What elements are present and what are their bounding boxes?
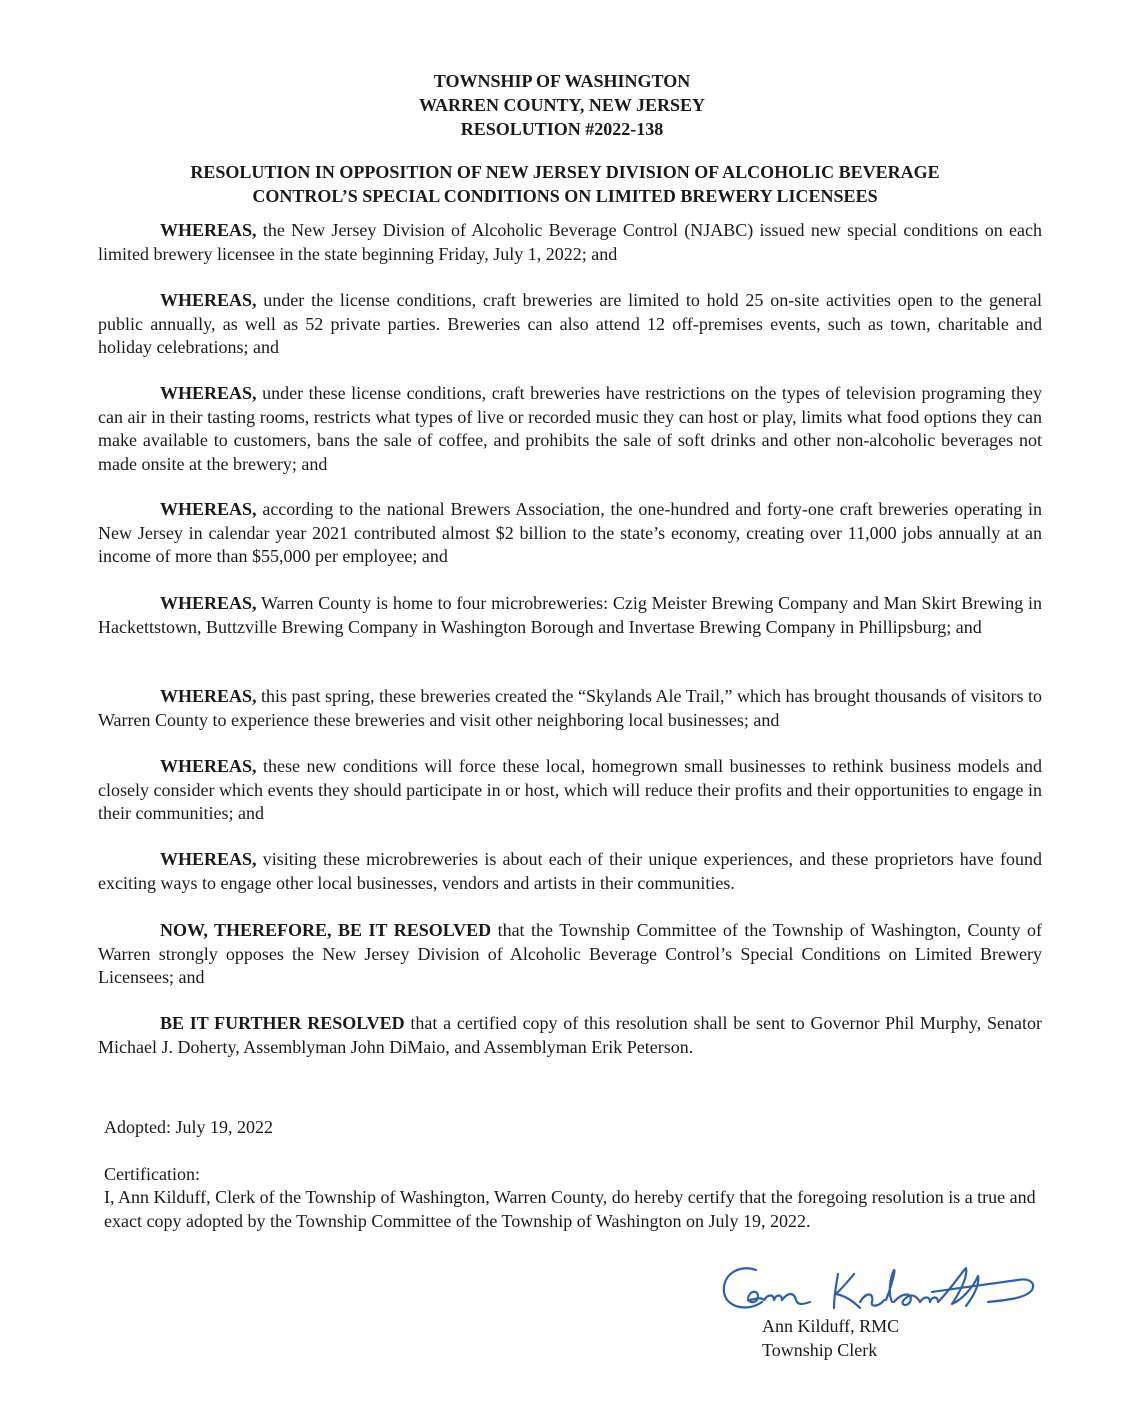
paragraph-text: these new conditions will force these local, homegrown small businesses to rethink business models and closely consider which events they should participate in or host, which will reduce their profits and their opportunities to engage in their communities; and <box>98 756 1042 823</box>
signatory-block <box>762 1314 899 1362</box>
resolution-number: RESOLUTION #2022-138 <box>460 119 664 139</box>
township-name: TOWNSHIP OF WASHINGTON <box>433 71 691 91</box>
paragraph-text: under these license conditions, craft breweries have restrictions on the types of television programing they can air in their tasting rooms, restricts what types of live or recorded music they can host or play, limits what food options they can make available to customers, bans the sale of coffee, and prohibits the sale of soft drinks and other non-alcoholic beverages not made onsite at the brewery; and <box>98 383 1042 474</box>
resolution-title <box>100 160 1030 208</box>
adopted-date: Adopted: July 19, 2022 <box>104 1117 273 1137</box>
paragraph-text: Warren County is home to four microbreweries: Czig Meister Brewing Company and Man Skirt Brewing in Hackettstown, Buttzville Brewing Company in Washington Borough and Invertase Brewing Company in Phillipsburg; and <box>98 593 1042 637</box>
paragraph-text: that the Township Committee of the Township of Washington, County of Warren strongly opposes the New Jersey Division of Alcoholic Beverage Control’s Special Conditions on Limited Brewery Licensees; and <box>98 920 1042 987</box>
paragraph-lead: WHEREAS, <box>160 220 257 240</box>
paragraph-text: under the license conditions, craft breweries are limited to hold 25 on-site activities open to the general public annually, as well as 52 private parties. Breweries can also attend 12 off-premises events, such as town, charitable and holiday celebrations; and <box>98 290 1042 357</box>
signature-image <box>718 1262 1038 1316</box>
paragraph-lead: WHEREAS, <box>160 499 257 519</box>
paragraph-lead: WHEREAS, <box>160 290 257 310</box>
document-header <box>0 69 1124 141</box>
paragraph-lead: WHEREAS, <box>160 756 257 776</box>
paragraph-lead: WHEREAS, <box>160 383 257 403</box>
paragraph-text: according to the national Brewers Association, the one-hundred and forty-one craft breweries operating in New Jersey in calendar year 2021 contributed almost $2 billion to the state’s economy, creating over 11,000 jobs annually at an income of more than $55,000 per employee; and <box>98 499 1042 566</box>
paragraph-4 <box>98 498 1042 569</box>
county-name: WARREN COUNTY, NEW JERSEY <box>418 95 706 115</box>
paragraph-3 <box>98 382 1042 476</box>
paragraph-lead: BE IT FURTHER RESOLVED <box>160 1013 405 1033</box>
paragraph-text: visiting these microbreweries is about each of their unique experiences, and these proprietors have found exciting ways to engage other local businesses, vendors and artists in their communities. <box>98 849 1042 893</box>
paragraph-text: the New Jersey Division of Alcoholic Beverage Control (NJABC) issued new special conditions on each limited brewery licensee in the state beginning Friday, July 1, 2022; and <box>98 220 1042 264</box>
paragraph-5 <box>98 592 1042 639</box>
paragraph-lead: NOW, THEREFORE, BE IT RESOLVED <box>160 920 492 940</box>
certification-heading: Certification: <box>104 1164 200 1184</box>
title-line-1: RESOLUTION IN OPPOSITION OF NEW JERSEY DIVISION OF ALCOHOLIC BEVERAGE <box>190 162 940 182</box>
paragraph-9 <box>98 919 1042 990</box>
paragraph-8 <box>98 848 1042 895</box>
paragraph-7 <box>98 755 1042 826</box>
paragraph-10 <box>98 1012 1042 1059</box>
certification-text: I, Ann Kilduff, Clerk of the Township of Washington, Warren County, do hereby certify that the foregoing resolution is a true and exact copy adopted by the Township Committee of the Township of Washington on July 19, 2022. <box>104 1187 1036 1231</box>
signatory-name: Ann Kilduff, RMC <box>762 1316 900 1336</box>
paragraph-text: this past spring, these breweries created the “Skylands Ale Trail,” which has brought thousands of visitors to Warren County to experience these breweries and visit other neighboring local businesses; and <box>98 686 1042 730</box>
paragraph-text: that a certified copy of this resolution shall be sent to Governor Phil Murphy, Senator Michael J. Doherty, Assemblyman John DiMaio, and Assemblyman Erik Peterson. <box>98 1013 1042 1057</box>
paragraph-lead: WHEREAS, <box>160 593 257 613</box>
paragraph-lead: WHEREAS, <box>160 849 257 869</box>
title-line-2: CONTROL’S SPECIAL CONDITIONS ON LIMITED BREWERY LICENSEES <box>252 186 878 206</box>
signatory-title: Township Clerk <box>762 1340 878 1360</box>
paragraph-1 <box>98 219 1042 266</box>
paragraph-2 <box>98 289 1042 360</box>
paragraph-6 <box>98 685 1042 732</box>
paragraph-lead: WHEREAS, <box>160 686 257 706</box>
